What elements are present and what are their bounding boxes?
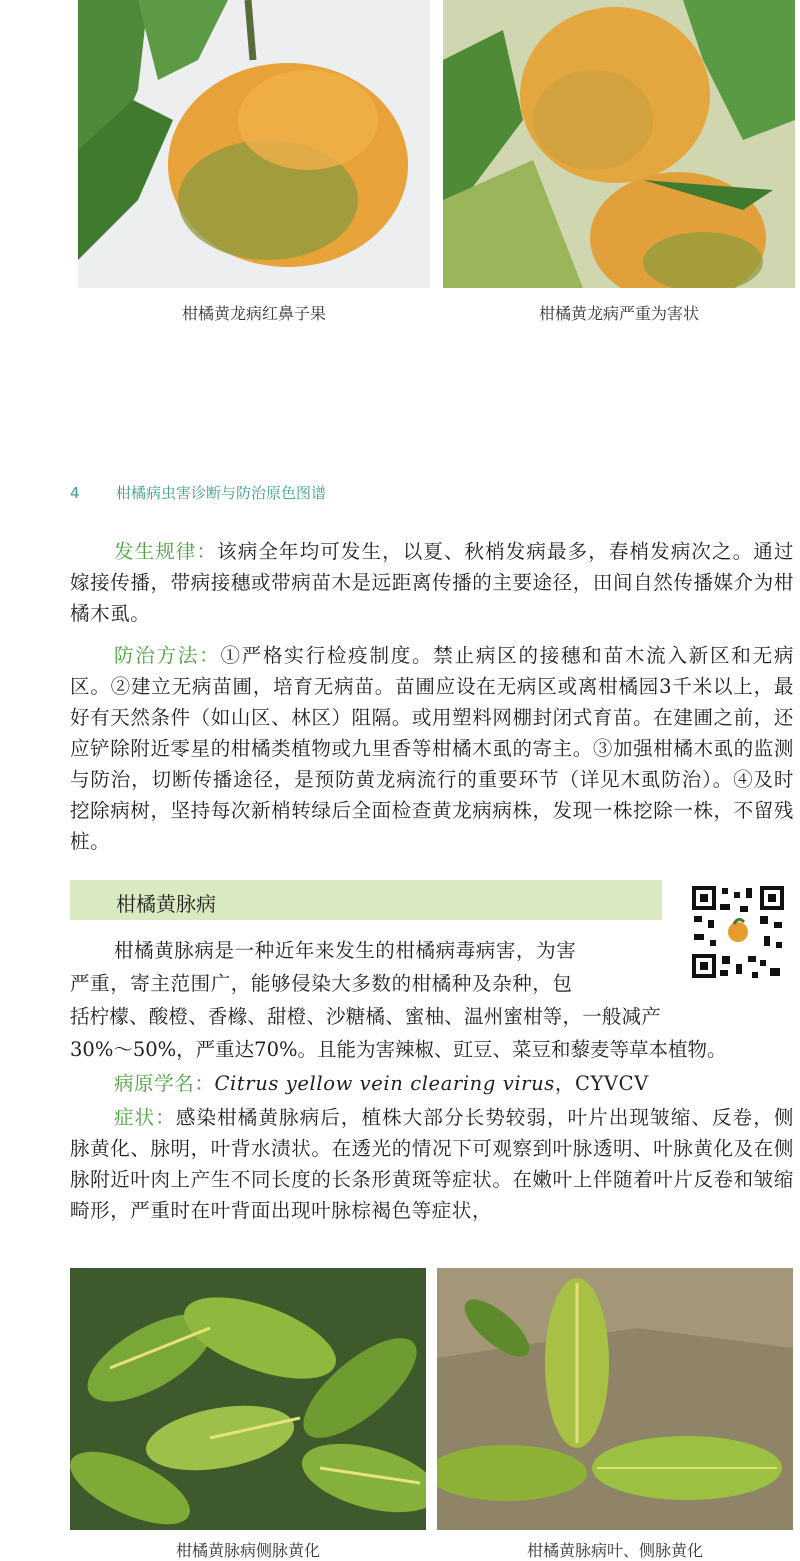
control-text: ①严格实行检疫制度。禁止病区的接穗和苗木流入新区和无病区。②建立无病苗圃，培育无病苗。苗圃应设在无病区或离柑橘园3千米以上，最好有天然条件（如山区、林区）阻隔。或用塑料网棚封闭式育苗。在建圃之前，还应铲除附近零星的柑橘类植物或九里香等柑橘木虱的寄主。③加强柑橘木虱的监测与防治，切断传播途径，是预防黄龙病流行的重要环节（详见木虱防治）。④及时挖除病树，坚持每次新梢转绿后全面检查黄龙病病株，发现一株挖除一株，不留残桩。 <box>70 644 794 853</box>
occurrence-text: 该病全年均可发生，以夏、秋梢发病最多，春梢发病次之。通过嫁接传播，带病接穗或带病苗木是远距离传播的主要途径，田间自然传播媒介为柑橘木虱。 <box>70 540 794 625</box>
intro-line-2: 严重，寄主范围广，能够侵染大多数的柑橘种及杂种，包 <box>70 972 573 995</box>
intro-line-1: 柑橘黄脉病是一种近年来发生的柑橘病毒病害，为害 <box>114 939 577 962</box>
pathogen-abbr: ，CYVCV <box>554 1072 649 1095</box>
pathogen-label: 病原学名： <box>114 1072 215 1095</box>
photo-severe-damage <box>443 0 795 288</box>
photo-leaf-vein-yellowing <box>437 1268 793 1530</box>
control-label: 防治方法： <box>114 644 221 667</box>
symptoms-label: 症状： <box>114 1106 176 1129</box>
photo-red-nose-fruit <box>78 0 430 288</box>
intro-line-4: 30%～50%，严重达70%。且能为害辣椒、豇豆、菜豆和藜麦等草本植物。 <box>70 1038 727 1061</box>
qr-code[interactable] <box>690 884 786 980</box>
occurrence-paragraph <box>70 536 794 629</box>
caption-severe-damage: 柑橘黄龙病严重为害状 <box>538 304 699 323</box>
book-title: 柑橘病虫害诊断与防治原色图谱 <box>116 484 327 502</box>
caption-leaf-vein-yellowing: 柑橘黄脉病叶、侧脉黄化 <box>526 1541 703 1560</box>
running-head <box>70 482 326 503</box>
control-paragraph <box>70 640 794 857</box>
photo-lateral-vein-yellowing <box>70 1268 426 1530</box>
caption-red-nose-fruit: 柑橘黄龙病红鼻子果 <box>181 304 326 323</box>
caption-lateral-vein-yellowing: 柑橘黄脉病侧脉黄化 <box>175 1541 320 1560</box>
section-heading-bar <box>70 880 662 920</box>
symptoms-text: 感染柑橘黄脉病后，植株大部分长势较弱，叶片出现皱缩、反卷，侧脉黄化、脉明，叶背水渍状。在透光的情况下可观察到叶脉透明、叶脉黄化及在侧脉附近叶肉上产生不同长度的长条形黄斑等症状。在嫩叶上伴随着叶片反卷和皱缩畸形，严重时在叶背面出现叶脉棕褐色等症状， <box>70 1106 794 1222</box>
symptoms-paragraph <box>70 1102 794 1226</box>
occurrence-label: 发生规律： <box>114 540 218 563</box>
page-number: 4 <box>70 484 80 502</box>
pathogen-line <box>114 1068 649 1099</box>
intro-line-3: 括柠檬、酸橙、香橼、甜橙、沙糖橘、蜜柚、温州蜜柑等，一般减产 <box>70 1005 662 1028</box>
section-title: 柑橘黄脉病 <box>116 892 216 916</box>
pathogen-latin-name: Citrus yellow vein clearing virus <box>214 1072 555 1095</box>
